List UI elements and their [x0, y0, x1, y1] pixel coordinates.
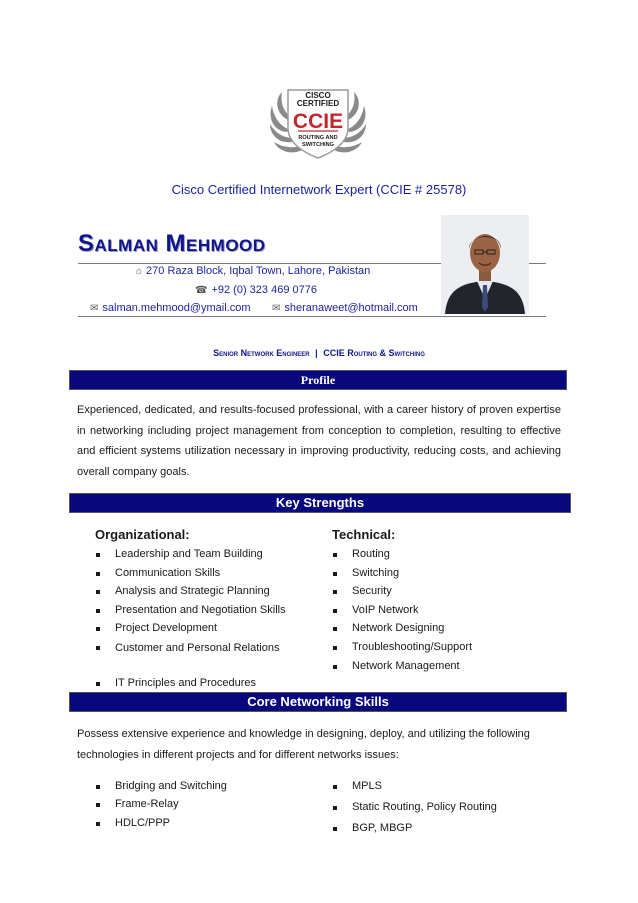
list-item: Security: [333, 585, 472, 604]
core-skills-right-list: [333, 780, 497, 842]
list-item: Bridging and Switching: [96, 780, 227, 798]
list-item: Network Management: [333, 660, 472, 679]
list-item: Customer and Personal Relations: [96, 641, 286, 677]
role-specialty: CCIE Routing & Switching: [323, 348, 425, 358]
core-skills-left-list: [96, 780, 227, 835]
email-icon: ✉: [90, 303, 99, 314]
role-separator: |: [315, 348, 318, 358]
phone-line: [195, 284, 317, 296]
organizational-title: Organizational:: [95, 527, 190, 542]
home-icon: ⌂: [136, 266, 143, 277]
logo-mark: CCIE: [292, 110, 344, 133]
list-item: Routing: [333, 548, 472, 567]
address-line: [136, 265, 370, 277]
list-item: Project Development: [96, 622, 286, 641]
list-item: Frame-Relay: [96, 798, 227, 816]
candidate-name: Salman Mehmood: [78, 230, 266, 257]
list-item: Leadership and Team Building: [96, 548, 286, 567]
list-item: IT Principles and Procedures: [96, 677, 286, 696]
email-secondary-text[interactable]: sheranaweet@hotmail.com: [284, 302, 418, 314]
phone-text: +92 (0) 323 469 0776: [211, 284, 317, 296]
list-item: MPLS: [333, 780, 497, 801]
technical-list: [333, 548, 472, 678]
email-secondary[interactable]: [272, 302, 418, 314]
list-item: Analysis and Strategic Planning: [96, 585, 286, 604]
list-item: Troubleshooting/Support: [333, 641, 472, 660]
phone-icon: ☎: [195, 285, 208, 296]
address-text: 270 Raza Block, Iqbal Town, Lahore, Pakistan: [146, 265, 371, 277]
list-item: BGP, MBGP: [333, 822, 497, 843]
profile-photo: [441, 215, 529, 314]
core-skills-text: Possess extensive experience and knowledge in designing, deploy, and utilizing the following technologies in different projects and for different networks issues:: [77, 728, 530, 761]
list-item: VoIP Network: [333, 604, 472, 623]
list-item: Static Routing, Policy Routing: [333, 801, 497, 822]
list-item: Network Designing: [333, 622, 472, 641]
organizational-list: [96, 548, 286, 696]
email-icon: ✉: [272, 303, 281, 314]
list-item: Switching: [333, 567, 472, 586]
profile-text: Experienced, dedicated, and results-focused professional, with a career history of proven expertise in networking including project management from conception to completion, resulting to effective and efficient systems utilization necessary in improving productivity, reducing costs, and achieving overall company goals.: [77, 404, 561, 478]
role-line: [0, 348, 638, 358]
logo-line2: CERTIFIED: [296, 99, 340, 108]
list-item: HDLC/PPP: [96, 817, 227, 835]
role-title: Senior Network Engineer: [213, 348, 310, 358]
logo-line3: ROUTING AND: [298, 135, 338, 141]
email-primary-text[interactable]: salman.mehmood@ymail.com: [102, 302, 251, 314]
certification-line: Cisco Certified Internetwork Expert (CCIE # 25578): [171, 182, 467, 197]
section-bar-profile: Profile: [69, 370, 567, 390]
list-item: Presentation and Negotiation Skills: [96, 604, 286, 623]
section-bar-core-skills: Core Networking Skills: [69, 692, 567, 712]
technical-title: Technical:: [332, 527, 396, 542]
logo-line1: CISCO: [305, 91, 331, 100]
list-item: Communication Skills: [96, 567, 286, 586]
logo-line4: SWITCHING: [301, 142, 335, 148]
ccie-logo: [266, 80, 370, 162]
header-divider-bottom: [78, 316, 546, 317]
email-primary[interactable]: [90, 302, 251, 314]
section-bar-key-strengths: Key Strengths: [69, 493, 571, 513]
